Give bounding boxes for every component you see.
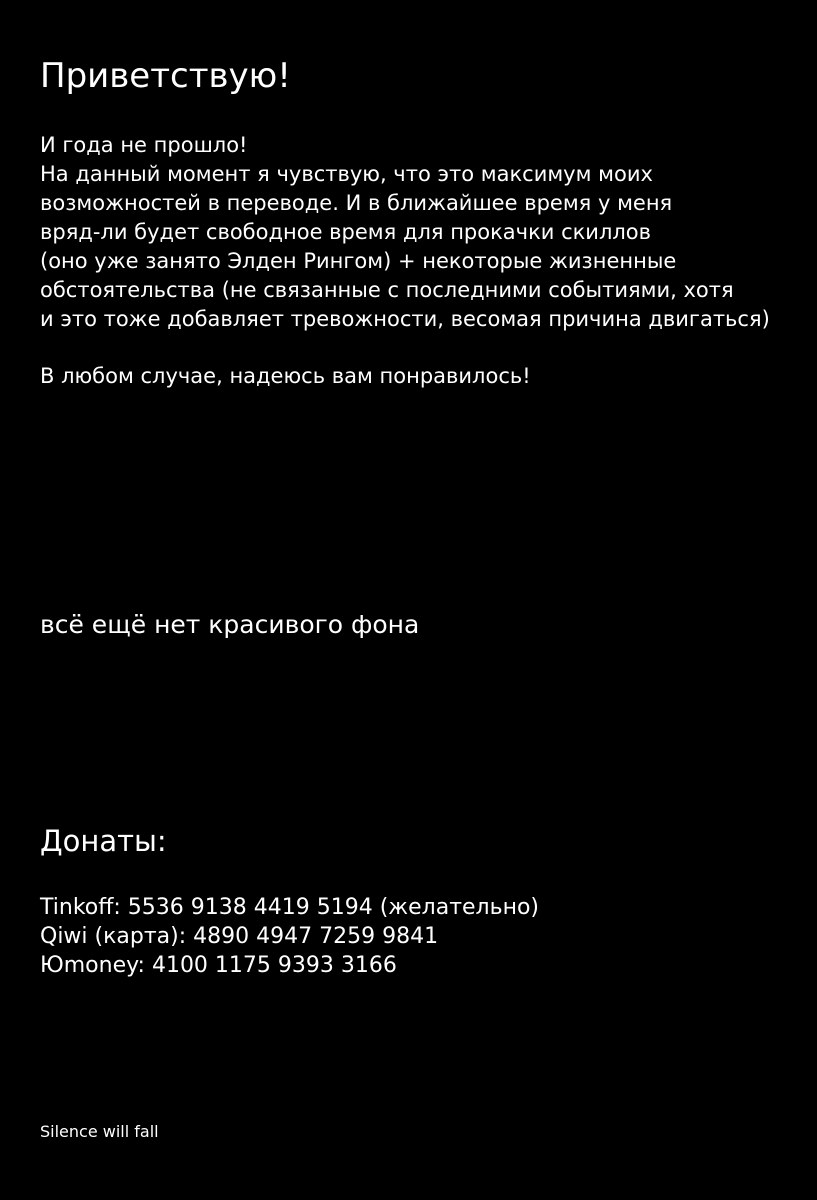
intro-line: На данный момент я чувствую, что это максимум моих	[40, 162, 653, 186]
intro-line: (оно уже занято Элден Рингом) + некоторые жизненные	[40, 249, 677, 273]
intro-line: обстоятельства (не связанные с последними событиями, хотя	[40, 278, 734, 302]
intro-line: И года не прошло!	[40, 133, 248, 157]
donation-tinkoff: Tinkoff: 5536 9138 4419 5194 (желательно)	[40, 895, 540, 920]
intro-line: и это тоже добавляет тревожности, весомая причина двигаться)	[40, 307, 770, 331]
intro-line: возможностей в переводе. И в ближайшее время у меня	[40, 191, 673, 215]
intro-text	[40, 131, 800, 334]
no-background-note: всё ещё нет красивого фона	[40, 610, 420, 639]
donations-heading: Донаты:	[40, 824, 167, 858]
donations-list	[40, 893, 539, 980]
intro-line: вряд-ли будет свободное время для прокачки скиллов	[40, 220, 652, 244]
page-title: Приветствую!	[40, 56, 291, 96]
closing-text: В любом случае, надеюсь вам понравилось!	[40, 364, 531, 388]
donation-yoomoney: Юmoney: 4100 1175 9393 3166	[40, 953, 397, 978]
donation-qiwi: Qiwi (карта): 4890 4947 7259 9841	[40, 924, 439, 949]
signature: Silence will fall	[40, 1122, 159, 1141]
